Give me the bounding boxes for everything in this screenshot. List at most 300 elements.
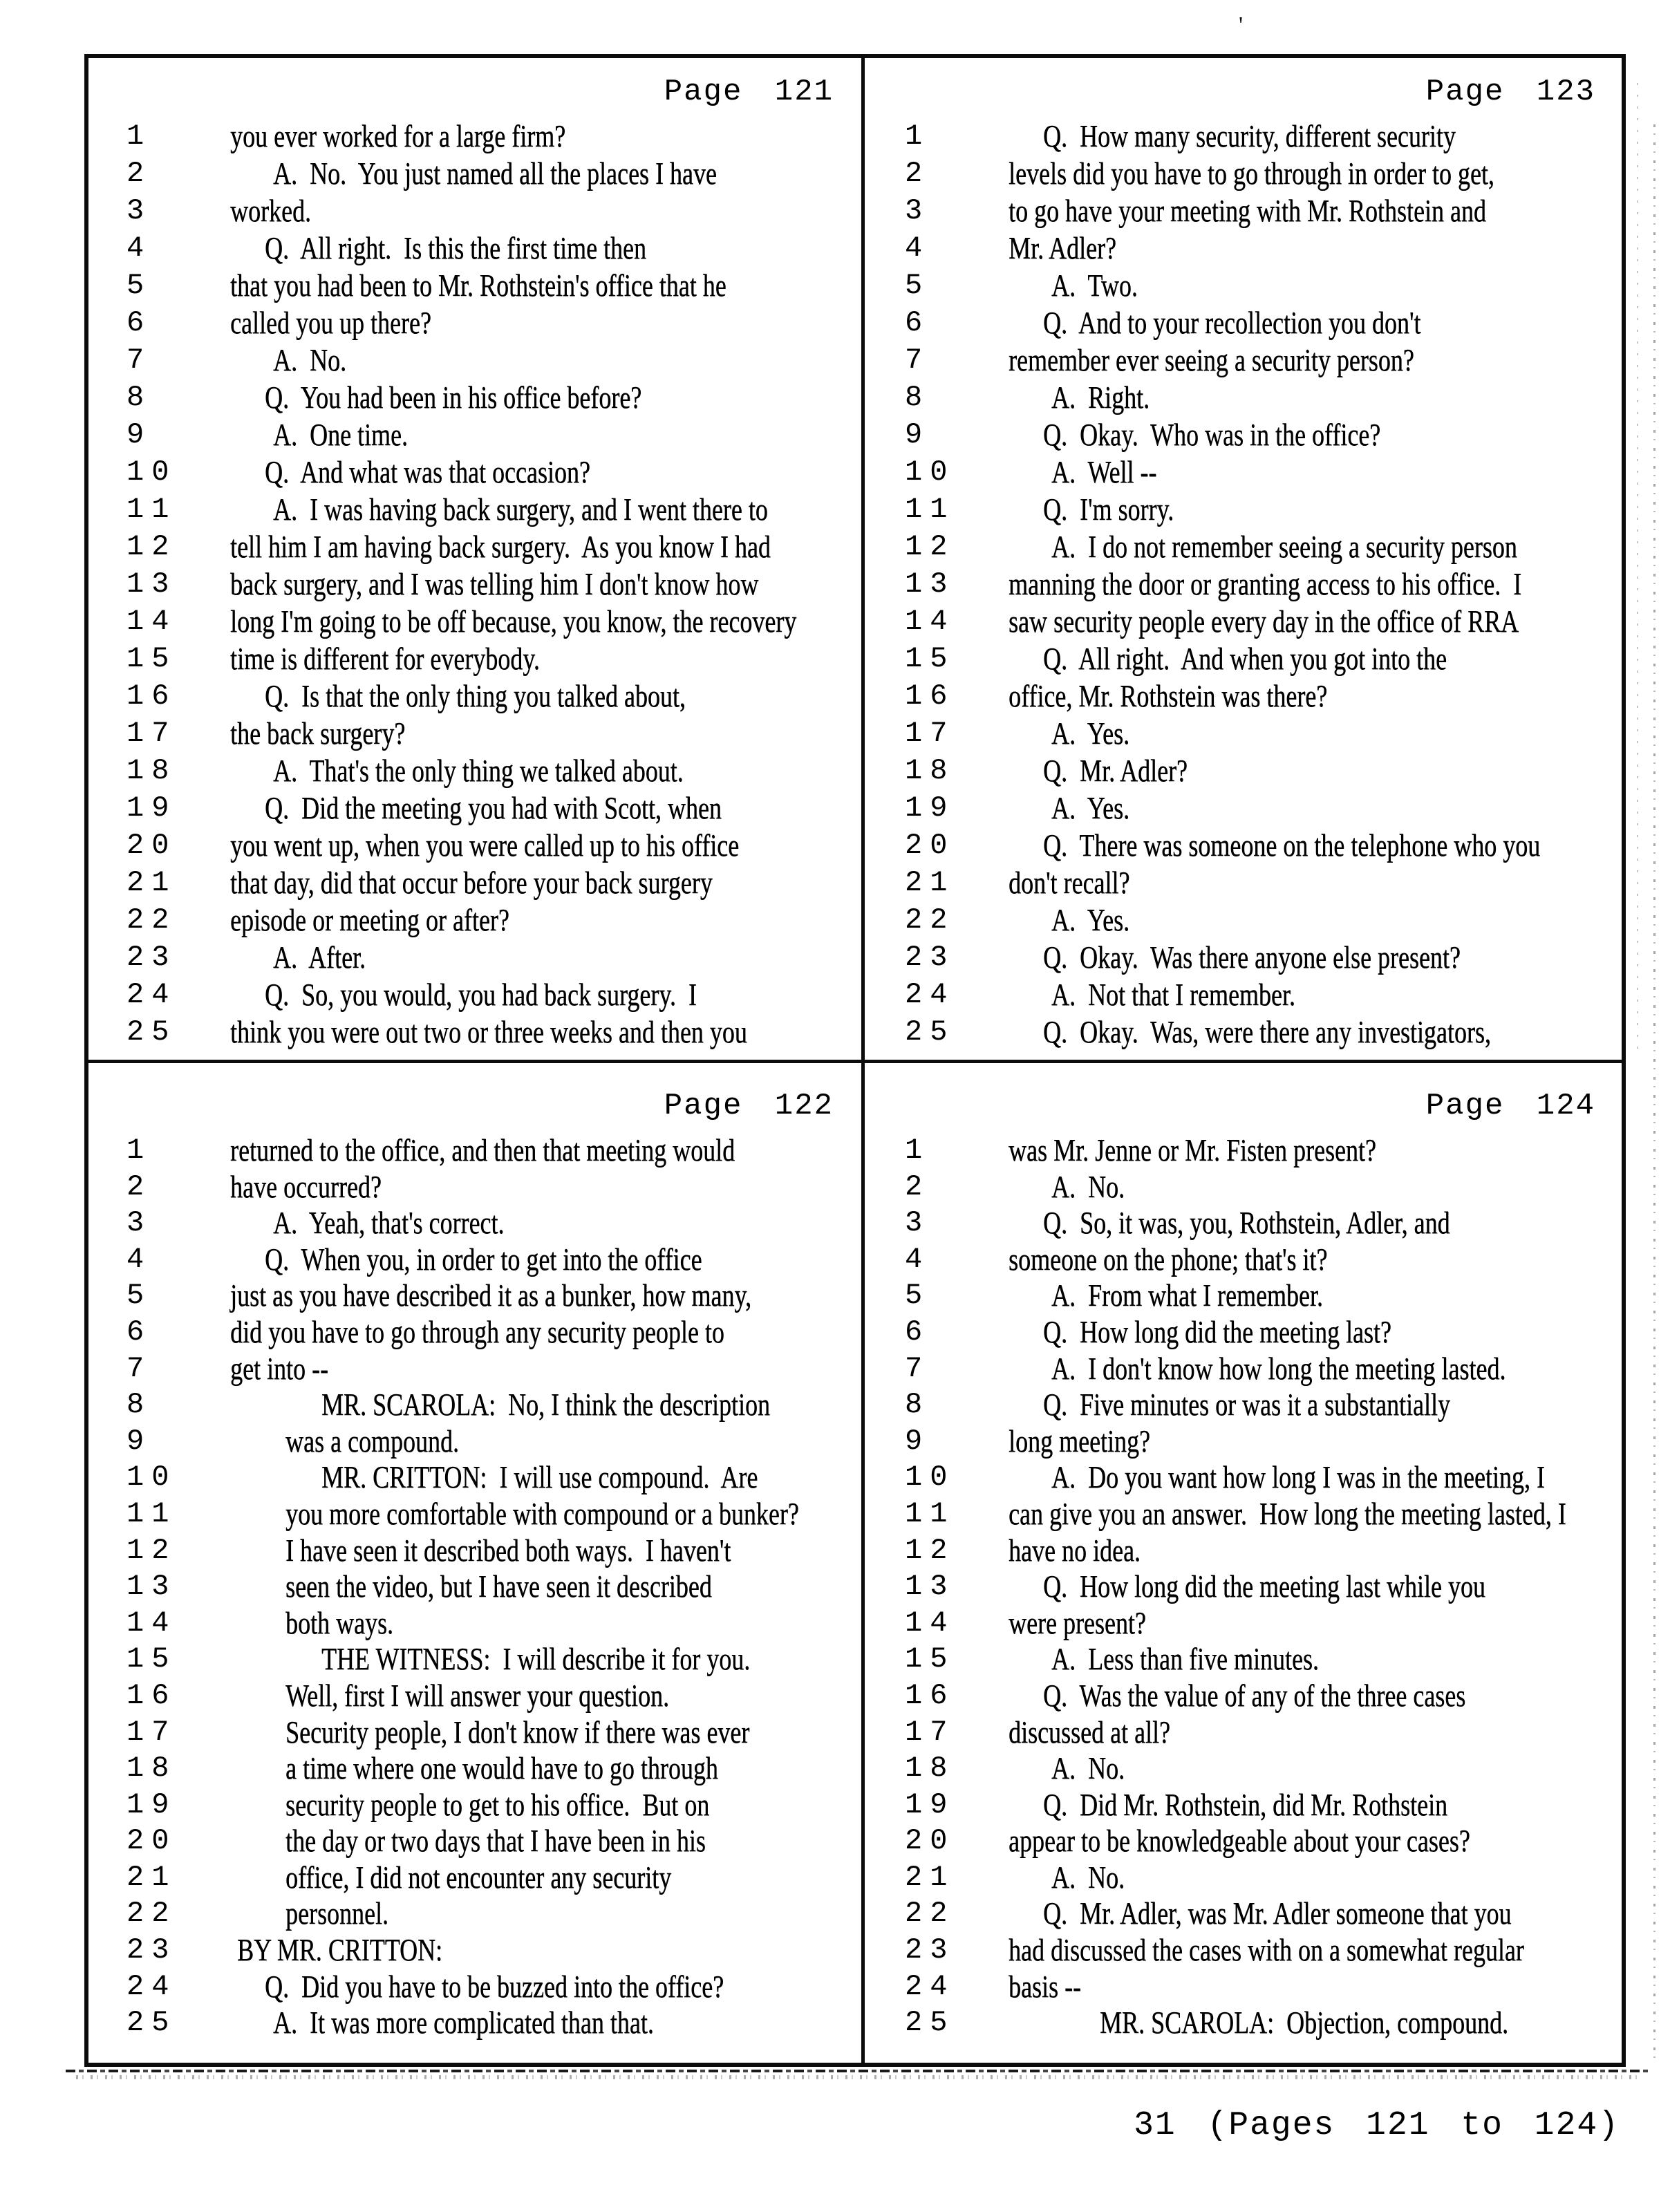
transcript-line: [88, 1860, 861, 1897]
transcript-line: [88, 1896, 861, 1933]
line-text: Q. So, you would, you had back surgery. I: [265, 977, 697, 1012]
line-text: you more comfortable with compound or a bunker?: [285, 1496, 799, 1531]
line-number: 24: [126, 978, 177, 1011]
line-text: Q. Did you have to be buzzed into the office?: [265, 1969, 724, 2004]
line-number: 18: [905, 1752, 955, 1785]
transcript-line: [867, 231, 1623, 268]
line-number: 8: [126, 1388, 152, 1422]
line-text: Well, first I will answer your question.: [285, 1678, 669, 1713]
transcript-line: [867, 1896, 1623, 1933]
transcript-line: [867, 1133, 1623, 1170]
line-text: that you had been to Mr. Rothstein's office that he: [230, 268, 726, 303]
line-text: Q. Okay. Was there anyone else present?: [1043, 940, 1461, 975]
line-number: 23: [905, 941, 955, 974]
line-number: 11: [126, 1497, 177, 1530]
line-text: saw security people every day in the office of RRA: [1009, 604, 1519, 639]
line-text: you ever worked for a large firm?: [230, 119, 566, 153]
line-number: 16: [905, 679, 955, 713]
transcript-line: [867, 455, 1623, 492]
line-number: 11: [905, 493, 955, 526]
transcript-line: [88, 1278, 861, 1315]
transcript-line: [88, 865, 861, 903]
transcript-line: [88, 1678, 861, 1715]
line-number: 15: [126, 642, 177, 675]
transcript-line: [867, 1278, 1623, 1315]
transcript-lines: [88, 1133, 861, 2042]
transcript-line: [867, 1170, 1623, 1206]
line-number: 24: [905, 1969, 955, 2003]
line-text: seen the video, but I have seen it described: [285, 1569, 712, 1604]
line-number: 15: [905, 1642, 955, 1676]
page-121: [88, 58, 861, 1060]
transcript-line: [867, 641, 1623, 679]
transcript-line: [88, 791, 861, 828]
transcript-line: [867, 567, 1623, 604]
line-number: 14: [905, 1606, 955, 1640]
line-number: 7: [905, 1351, 930, 1385]
transcript-line: [88, 716, 861, 753]
transcript-line: [88, 1642, 861, 1678]
transcript-line: [88, 1933, 861, 1969]
transcript-line: [867, 1824, 1623, 1860]
transcript-line: [867, 1642, 1623, 1678]
transcript-line: [88, 641, 861, 679]
line-text: A. Yes.: [1051, 791, 1130, 825]
line-text: A. No.: [1051, 1751, 1125, 1786]
line-number: 22: [905, 1897, 955, 1931]
transcript-line: [867, 2005, 1623, 2042]
line-number: 10: [905, 456, 955, 489]
line-number: 5: [905, 269, 930, 302]
page-header: Page 121: [664, 75, 834, 109]
line-text: time is different for everybody.: [230, 641, 540, 676]
transcript-line: [867, 1497, 1623, 1533]
transcript-lines: [867, 1133, 1623, 2042]
transcript-line: [88, 753, 861, 791]
line-number: 25: [126, 2006, 177, 2040]
line-number: 21: [126, 1860, 177, 1894]
transcript-line: [867, 529, 1623, 567]
line-text: to go have your meeting with Mr. Rothstein and: [1009, 194, 1486, 228]
line-number: 19: [126, 1788, 177, 1821]
line-text: was a compound.: [285, 1423, 459, 1459]
line-text: A. From what I remember.: [1051, 1278, 1323, 1313]
transcript-line: [867, 1860, 1623, 1897]
line-number: 13: [905, 1570, 955, 1604]
line-number: 6: [126, 1315, 152, 1349]
transcript-lines: [88, 119, 861, 1052]
line-text: Q. How many security, different security: [1043, 119, 1456, 153]
transcript-line: [88, 380, 861, 418]
transcript-line: [867, 865, 1623, 903]
line-number: 11: [126, 493, 177, 526]
line-text: A. No.: [1051, 1859, 1125, 1895]
line-text: Q. And to your recollection you don't: [1043, 306, 1421, 340]
line-number: 18: [126, 1752, 177, 1785]
transcript-line: [88, 1606, 861, 1642]
line-number: 19: [905, 1788, 955, 1821]
line-number: 4: [905, 1242, 930, 1276]
transcript-line: [88, 268, 861, 306]
line-number: 4: [126, 232, 152, 265]
line-text: manning the door or granting access to his office. I: [1009, 567, 1522, 601]
line-text: A. Two.: [1051, 268, 1138, 303]
line-text: Mr. Adler?: [1009, 231, 1116, 265]
transcript-line: [88, 1133, 861, 1170]
line-text: had discussed the cases with on a somewhat regular: [1009, 1933, 1524, 1968]
line-text: appear to be knowledgeable about your cases?: [1009, 1824, 1470, 1859]
line-number: 17: [126, 1715, 177, 1749]
line-number: 6: [905, 306, 930, 339]
line-text: a time where one would have to go through: [285, 1751, 718, 1786]
line-text: Q. There was someone on the telephone who you: [1043, 828, 1541, 863]
line-text: A. Right.: [1051, 380, 1150, 415]
transcript-line: [88, 977, 861, 1015]
scan-noise-band: [76, 2075, 1638, 2079]
line-text: was Mr. Jenne or Mr. Fisten present?: [1009, 1133, 1376, 1168]
line-number: 25: [126, 1015, 177, 1049]
line-text: Q. Mr. Adler, was Mr. Adler someone that you: [1043, 1896, 1512, 1931]
page-header: Page 122: [664, 1089, 834, 1123]
line-text: A. Yeah, that's correct.: [273, 1206, 505, 1241]
line-text: A. Well --: [1051, 455, 1157, 489]
line-text: A. Do you want how long I was in the meeting, I: [1051, 1460, 1545, 1495]
line-text: Q. Did the meeting you had with Scott, when: [265, 791, 722, 825]
sheet-page-footer: 31 (Pages 121 to 124): [1134, 2107, 1620, 2144]
transcript-line: [88, 2005, 861, 2042]
transcript-line: [867, 1933, 1623, 1969]
line-number: 5: [126, 1279, 152, 1313]
line-text: A. It was more complicated than that.: [273, 2005, 654, 2041]
line-text: Q. I'm sorry.: [1043, 492, 1174, 527]
line-number: 16: [126, 1678, 177, 1712]
line-text: that day, did that occur before your back surgery: [230, 865, 713, 900]
line-number: 17: [126, 717, 177, 750]
line-number: 19: [905, 791, 955, 825]
transcript-line: [88, 1351, 861, 1388]
line-number: 17: [905, 717, 955, 750]
line-text: Q. Five minutes or was it a substantially: [1043, 1387, 1450, 1423]
transcript-line: [867, 306, 1623, 343]
transcript-line: [88, 604, 861, 641]
line-number: 24: [126, 1969, 177, 2003]
transcript-line: [867, 1351, 1623, 1388]
line-number: 5: [905, 1279, 930, 1313]
transcript-line: [88, 1533, 861, 1570]
transcript-line: [88, 1387, 861, 1424]
line-text: Q. How long did the meeting last while you: [1043, 1569, 1485, 1604]
line-text: A. No. You just named all the places I have: [273, 156, 717, 191]
transcript-line: [867, 940, 1623, 977]
transcript-line: [867, 1424, 1623, 1461]
transcript-line: [88, 492, 861, 529]
line-text: returned to the office, and then that meeting would: [230, 1133, 735, 1168]
line-number: 4: [126, 1242, 152, 1276]
transcript-line: [88, 1969, 861, 2006]
transcript-line: [88, 1242, 861, 1279]
transcript-line: [88, 343, 861, 380]
line-number: 25: [905, 1015, 955, 1049]
line-number: 9: [126, 1424, 152, 1458]
line-text: were present?: [1009, 1605, 1146, 1640]
line-number: 20: [126, 1824, 177, 1858]
line-text: I have seen it described both ways. I haven't: [285, 1533, 731, 1568]
line-text: THE WITNESS: I will describe it for you.: [321, 1642, 751, 1677]
transcript-line: [88, 1788, 861, 1824]
line-text: did you have to go through any security people to: [230, 1314, 724, 1349]
line-text: Q. Okay. Who was in the office?: [1043, 418, 1381, 452]
transcript-line: [867, 1460, 1623, 1497]
transcript-line: [867, 1606, 1623, 1642]
transcript-line: [88, 1569, 861, 1606]
line-number: 15: [905, 642, 955, 675]
line-text: Security people, I don't know if there was ever: [285, 1714, 750, 1750]
line-text: office, I did not encounter any security: [285, 1859, 672, 1895]
scan-noise-edge: [1653, 124, 1655, 2060]
line-number: 20: [905, 829, 955, 862]
transcript-line: [867, 194, 1623, 231]
line-number: 2: [126, 1170, 152, 1203]
line-number: 13: [905, 568, 955, 601]
line-text: called you up there?: [230, 306, 431, 340]
line-text: the day or two days that I have been in his: [285, 1824, 706, 1859]
line-number: 13: [126, 1570, 177, 1604]
line-number: 7: [126, 1351, 152, 1385]
line-number: 10: [126, 456, 177, 489]
line-text: someone on the phone; that's it?: [1009, 1241, 1328, 1277]
line-text: A. After.: [273, 940, 366, 975]
transcript-line: [88, 1315, 861, 1351]
transcript-line: [867, 1788, 1623, 1824]
transcript-line: [867, 492, 1623, 529]
transcript-line: [867, 1015, 1623, 1052]
line-text: A. I don't know how long the meeting lasted.: [1051, 1351, 1506, 1386]
line-number: 8: [905, 1388, 930, 1422]
line-number: 25: [905, 2006, 955, 2040]
line-text: discussed at all?: [1009, 1714, 1170, 1750]
transcript-line: [88, 567, 861, 604]
line-text: Q. And what was that occasion?: [265, 455, 590, 489]
line-number: 6: [126, 306, 152, 339]
line-number: 23: [126, 941, 177, 974]
line-number: 12: [905, 530, 955, 563]
transcript-line: [867, 753, 1623, 791]
line-text: Q. Mr. Adler?: [1043, 753, 1188, 788]
line-number: 2: [905, 157, 930, 190]
transcript-line: [88, 529, 861, 567]
line-text: office, Mr. Rothstein was there?: [1009, 679, 1328, 713]
line-number: 9: [905, 1424, 930, 1458]
line-text: tell him I am having back surgery. As you know I had: [230, 529, 771, 564]
line-text: A. One time.: [273, 418, 408, 452]
line-number: 8: [905, 381, 930, 414]
transcript-line: [88, 1751, 861, 1788]
line-text: don't recall?: [1009, 865, 1130, 900]
line-text: A. That's the only thing we talked about.: [273, 753, 684, 788]
transcript-line: [88, 156, 861, 194]
transcript-line: [867, 903, 1623, 940]
line-text: long meeting?: [1009, 1423, 1150, 1459]
line-number: 16: [905, 1678, 955, 1712]
page-123: [867, 58, 1623, 1060]
line-text: Q. All right. Is this the first time then: [265, 231, 646, 265]
transcript-lines: [867, 119, 1623, 1052]
transcript-line: [88, 1497, 861, 1533]
line-text: the back surgery?: [230, 716, 406, 751]
line-text: you went up, when you were called up to his office: [230, 828, 740, 863]
line-text: MR. SCAROLA: No, I think the description: [321, 1387, 770, 1423]
line-number: 12: [126, 530, 177, 563]
page-header: Page 124: [1425, 1089, 1595, 1123]
line-number: 11: [905, 1497, 955, 1530]
line-number: 3: [126, 1206, 152, 1240]
line-number: 21: [905, 1860, 955, 1894]
line-number: 5: [126, 269, 152, 302]
line-text: worked.: [230, 194, 311, 228]
transcript-line: [867, 977, 1623, 1015]
line-number: 2: [126, 157, 152, 190]
line-text: A. Less than five minutes.: [1051, 1642, 1319, 1677]
line-text: MR. CRITTON: I will use compound. Are: [321, 1460, 758, 1495]
transcript-line: [867, 156, 1623, 194]
line-number: 14: [126, 1606, 177, 1640]
line-number: 1: [126, 1134, 152, 1167]
scan-noise-band: [66, 2070, 1649, 2072]
transcript-line: [88, 306, 861, 343]
line-number: 23: [126, 1933, 177, 1967]
transcript-line: [867, 604, 1623, 641]
line-number: 16: [126, 679, 177, 713]
line-number: 18: [905, 754, 955, 787]
page-124: [867, 1065, 1623, 2064]
line-text: MR. SCAROLA: Objection, compound.: [1100, 2005, 1508, 2041]
transcript-line: [867, 1206, 1623, 1242]
transcript-line: [867, 1569, 1623, 1606]
line-number: 12: [905, 1533, 955, 1567]
line-text: security people to get to his office. But on: [285, 1787, 710, 1822]
line-text: BY MR. CRITTON:: [237, 1933, 443, 1968]
line-number: 20: [126, 829, 177, 862]
line-text: Q. You had been in his office before?: [265, 380, 642, 415]
line-text: A. I do not remember seeing a security person: [1051, 529, 1517, 564]
line-text: Q. Did Mr. Rothstein, did Mr. Rothstein: [1043, 1787, 1448, 1822]
transcript-line: [88, 1424, 861, 1461]
line-number: 10: [905, 1461, 955, 1494]
page-header: Page 123: [1425, 75, 1595, 109]
transcript-line: [867, 1533, 1623, 1570]
line-text: think you were out two or three weeks and then you: [230, 1015, 747, 1049]
line-text: can give you an answer. How long the meeting lasted, I: [1009, 1496, 1566, 1531]
transcript-line: [88, 940, 861, 977]
transcript-line: [867, 380, 1623, 418]
line-text: have occurred?: [230, 1169, 382, 1204]
line-text: remember ever seeing a security person?: [1009, 343, 1414, 377]
line-text: A. Yes.: [1051, 903, 1130, 937]
line-number: 21: [905, 866, 955, 899]
transcript-line: [867, 716, 1623, 753]
transcript-line: [867, 1969, 1623, 2006]
transcript-line: [867, 679, 1623, 716]
line-number: 1: [126, 120, 152, 153]
line-text: basis --: [1009, 1969, 1081, 2004]
row-divider: [84, 1060, 1626, 1063]
transcript-line: [88, 679, 861, 716]
transcript-line: [867, 418, 1623, 455]
transcript-line: [88, 119, 861, 156]
transcript-line: [88, 455, 861, 492]
line-text: Q. Is that the only thing you talked about,: [265, 679, 686, 713]
transcript-line: [88, 1170, 861, 1206]
line-number: 23: [905, 1933, 955, 1967]
line-text: have no idea.: [1009, 1533, 1141, 1568]
transcript-line: [88, 1824, 861, 1860]
scan-artifact-mark: ': [1239, 12, 1244, 38]
line-number: 15: [126, 1642, 177, 1676]
line-text: episode or meeting or after?: [230, 903, 509, 937]
line-number: 9: [905, 418, 930, 451]
line-number: 7: [905, 344, 930, 377]
line-text: Q. When you, in order to get into the office: [265, 1241, 702, 1277]
line-text: long I'm going to be off because, you know, the recovery: [230, 604, 797, 639]
line-number: 3: [905, 194, 930, 227]
line-number: 20: [905, 1824, 955, 1858]
line-number: 22: [126, 903, 177, 937]
transcript-line: [867, 791, 1623, 828]
transcript-line: [88, 1206, 861, 1242]
line-text: Q. So, it was, you, Rothstein, Adler, and: [1043, 1206, 1450, 1241]
line-number: 22: [126, 1897, 177, 1931]
line-text: A. Not that I remember.: [1051, 977, 1295, 1012]
line-text: Q. How long did the meeting last?: [1043, 1314, 1391, 1349]
line-number: 9: [126, 418, 152, 451]
transcript-line: [88, 903, 861, 940]
transcript-line: [867, 1751, 1623, 1788]
page-122: [88, 1065, 861, 2064]
line-number: 19: [126, 791, 177, 825]
line-number: 21: [126, 866, 177, 899]
line-number: 12: [126, 1533, 177, 1567]
scan-noise-edge: [1637, 83, 1638, 1051]
line-text: levels did you have to go through in order to get,: [1009, 156, 1494, 191]
transcript-line: [88, 1715, 861, 1752]
transcript-line: [867, 268, 1623, 306]
line-number: 17: [905, 1715, 955, 1749]
transcript-line: [867, 343, 1623, 380]
transcript-line: [867, 1315, 1623, 1351]
line-text: A. Yes.: [1051, 716, 1130, 751]
line-text: just as you have described it as a bunker, how many,: [230, 1278, 752, 1313]
transcript-line: [88, 828, 861, 865]
line-text: A. No.: [273, 343, 346, 377]
line-number: 22: [905, 903, 955, 937]
line-text: personnel.: [285, 1896, 388, 1931]
transcript-line: [88, 194, 861, 231]
line-text: get into --: [230, 1351, 328, 1386]
transcript-line: [867, 1242, 1623, 1279]
line-number: 6: [905, 1315, 930, 1349]
transcript-line: [867, 1715, 1623, 1752]
line-number: 4: [905, 232, 930, 265]
line-text: Q. Was the value of any of the three cases: [1043, 1678, 1466, 1713]
transcript-line: [88, 418, 861, 455]
line-number: 24: [905, 978, 955, 1011]
line-text: A. I was having back surgery, and I went there to: [273, 492, 768, 527]
line-text: Q. Okay. Was, were there any investigators,: [1043, 1015, 1491, 1049]
line-number: 10: [126, 1461, 177, 1494]
transcript-line: [88, 1460, 861, 1497]
line-number: 3: [905, 1206, 930, 1240]
line-number: 8: [126, 381, 152, 414]
